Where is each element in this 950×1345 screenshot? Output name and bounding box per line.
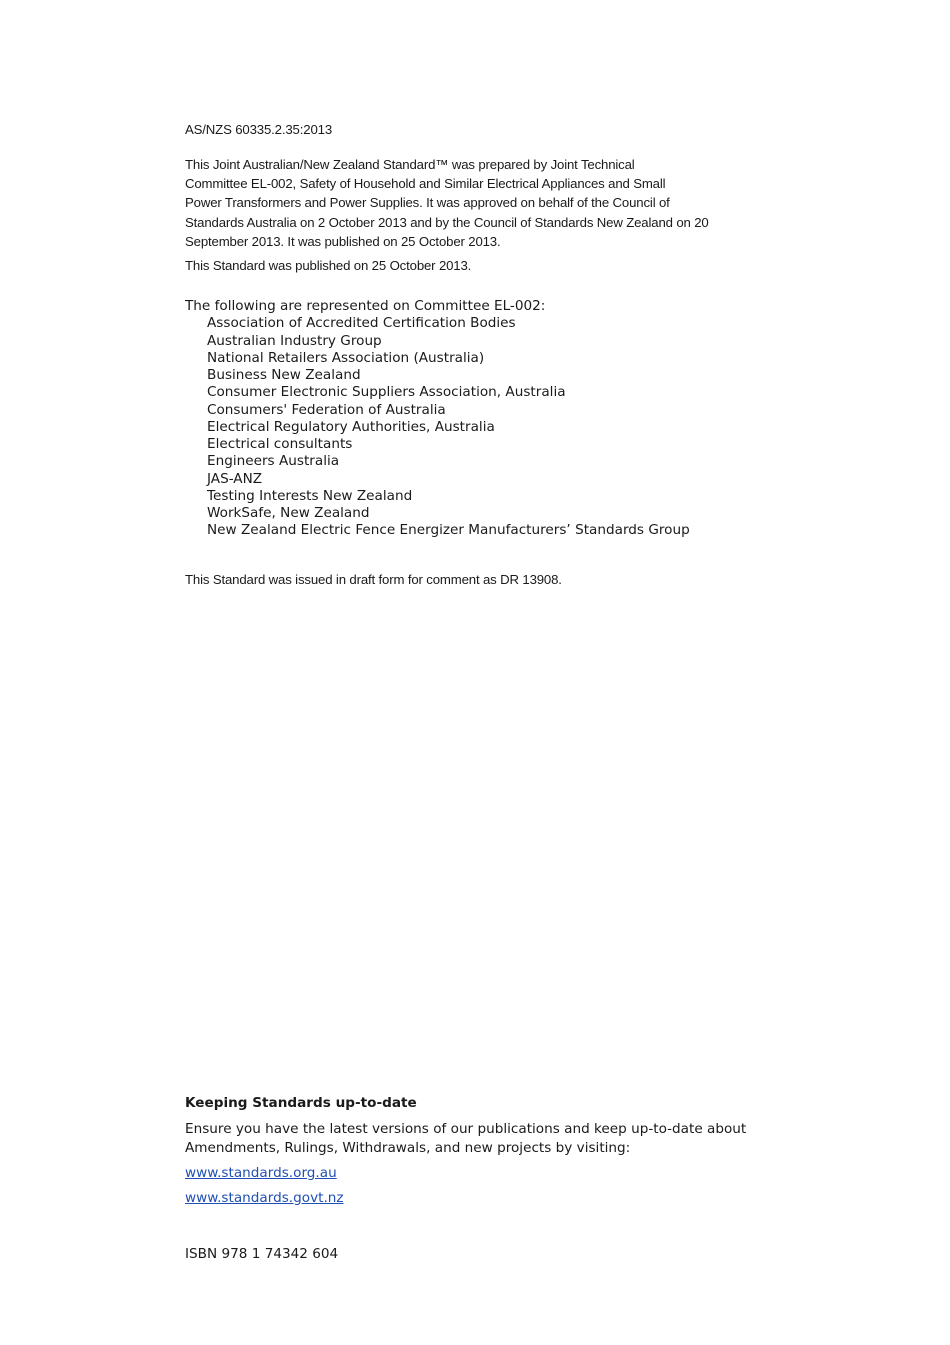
keeping-standards-text [185,1120,746,1158]
committee-member: Engineers Australia [207,453,340,470]
committee-member: Business New Zealand [207,367,361,383]
committee-member: Testing Interests New Zealand [207,487,413,504]
committee-member: Electrical Regulatory Authorities, Australia [207,418,495,435]
committee-member: Consumer Electronic Suppliers Association, Australia [207,384,566,401]
committee-member: New Zealand Electric Fence Energizer Manufacturers’ Standards Group [207,522,690,539]
preparation-line: Committee EL-002, Safety of Household and Similar Electrical Appliances and Small [185,176,666,192]
standards-nz-link[interactable]: www.standards.govt.nz [185,1190,344,1206]
draft-note: This Standard was issued in draft form for comment as DR 13908. [185,572,562,587]
committee-members [185,315,690,539]
committee-member: National Retailers Association (Australia) [207,349,485,366]
committee-member: Consumers' Federation of Australia [207,401,446,418]
preparation-line: Power Transformers and Power Supplies. It was approved on behalf of the Council of [185,195,670,211]
published-note: This Standard was published on 25 October 2013. [185,258,472,273]
committee-member: JAS-ANZ [207,470,263,487]
keeping-text-line: Amendments, Rulings, Withdrawals, and new projects by visiting: [185,1140,631,1157]
isbn: ISBN 978 1 74342 604 [185,1246,339,1262]
keeping-text-line: Ensure you have the latest versions of our publications and keep up-to-date about [185,1121,747,1137]
document-id: AS/NZS 60335.2.35:2013 [185,122,332,137]
keeping-standards-heading: Keeping Standards up-to-date [185,1095,417,1111]
preparation-line: Standards Australia on 2 October 2013 and by the Council of Standards New Zealand on 20 [185,214,709,230]
standards-australia-link[interactable]: www.standards.org.au [185,1165,337,1181]
preparation-line: September 2013. It was published on 25 October 2013. [185,233,501,249]
committee-member: Association of Accredited Certification Bodies [207,315,516,332]
preparation-statement [185,155,709,251]
preparation-line: This Joint Australian/New Zealand Standard™ was prepared by Joint Technical [185,157,635,172]
committee-heading: The following are represented on Committee EL-002: [185,298,546,314]
committee-member: WorkSafe, New Zealand [207,505,370,521]
committee-member: Australian Industry Group [207,332,382,349]
committee-list [185,298,690,540]
committee-member: Electrical consultants [207,436,353,452]
